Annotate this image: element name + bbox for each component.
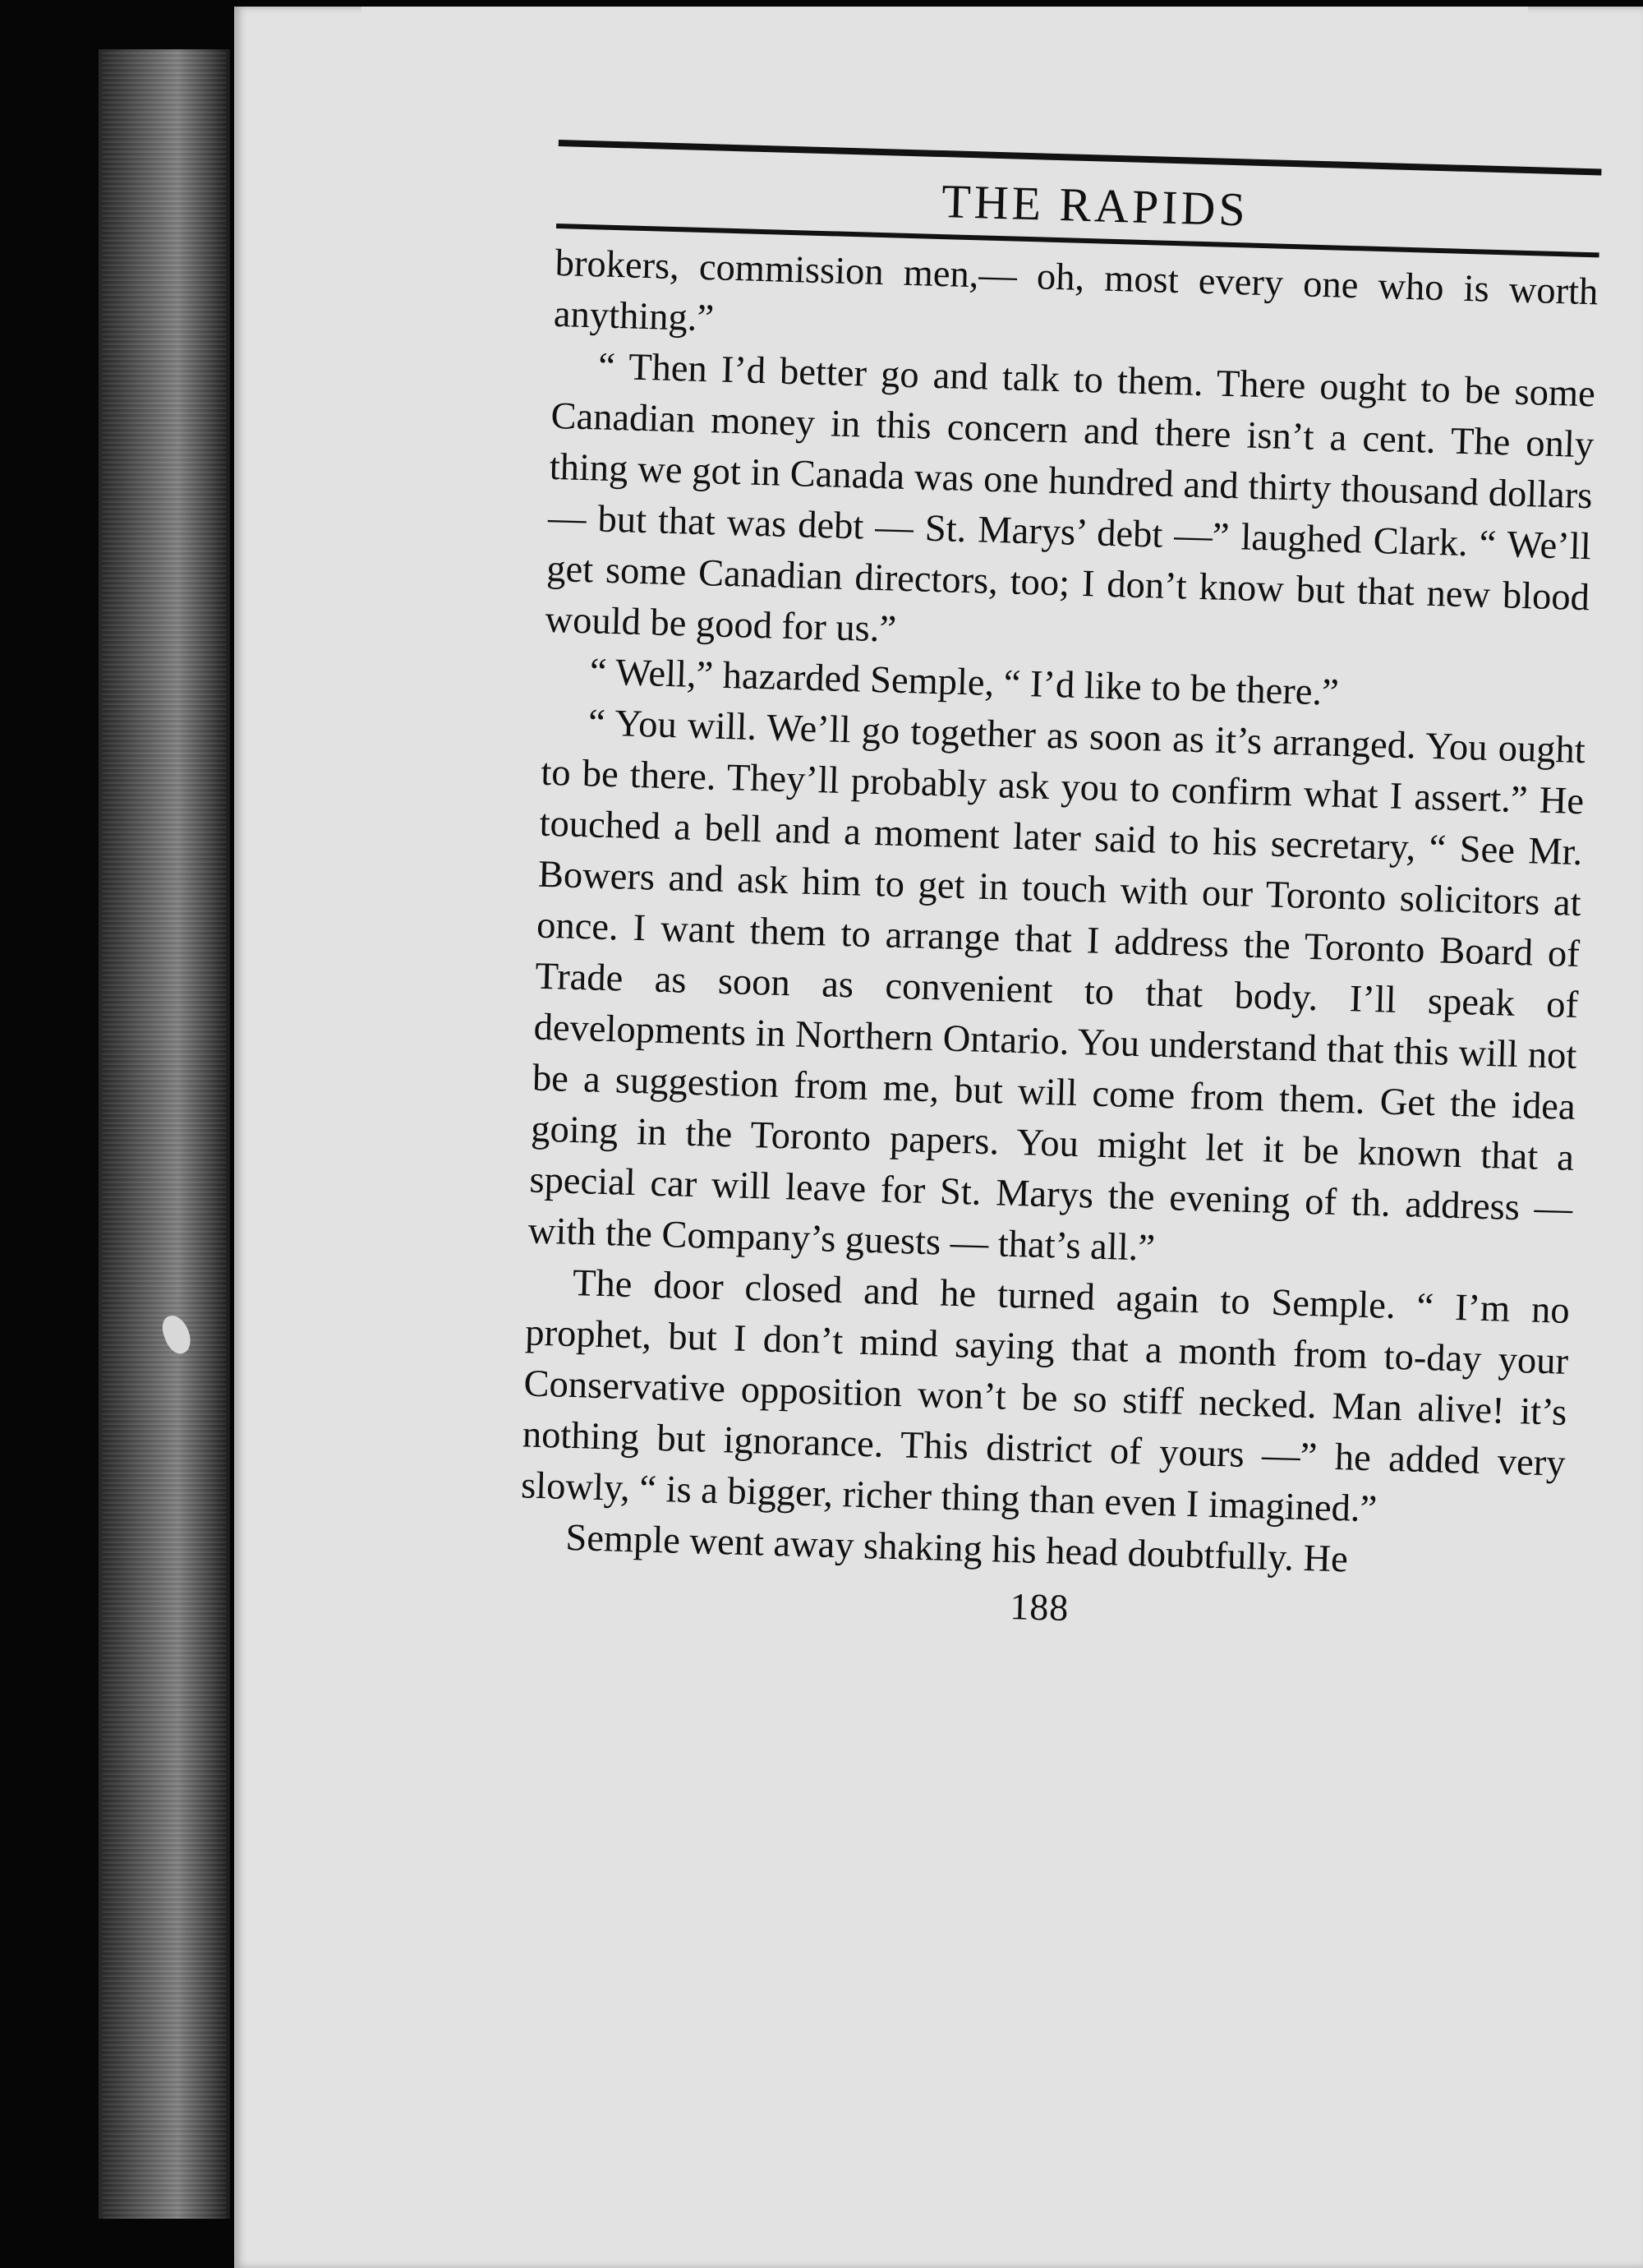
spine-texture — [103, 49, 226, 2219]
paragraph: “ You will. We’ll go together as soon as it’s arranged. You ought to be there. They’ll probably ask you to confirm what I assert.” He touched a bell and a moment later said to his secretary, “ See Mr. Bowers and ask him to get in touch with our Toronto solicitors at once. I want them to arrange that I address the Toronto Board of Trade as soon as convenient to that body. I’ll speak of developments in Northern Ontario. You understand that this will not be a suggestion from me, but will come from them. Get the idea going in the Toronto papers. You might let it be known that a special car will leave for St. Marys the evening of th. address — with the Company’s guests — that’s all.” — [527, 702, 1586, 1270]
paper-page-top-edge — [361, 7, 1528, 53]
paragraph: “ Well,” hazarded Semple, “ I’d like to be there.” — [589, 651, 1340, 714]
paragraph: “ Then I’d better go and talk to them. There ought to be some Canadian money in this concern and there isn’t a cent. The only thing we got in Canada was one hundred and thirty thousand dollars — but that was debt — St. Marys’ debt —” laughed Clark. “ We’ll get some Canadian directors, too; I don’t know but that new blood would be good for us.” — [544, 345, 1596, 651]
paragraph-continued: brokers, commission men,— oh, most every one who is worth anything.” — [553, 242, 1599, 340]
page-content — [518, 140, 1602, 1643]
paragraph: The door closed and he turned again to Semple. “ I’m no prophet, but I don’t mind saying that a month from to-day your Conservative opposition won’t be so stiff necked. Man alive! it’s nothing but ignorance. This district of yours —” he added very slowly, “ is a bigger, richer thing than even I imagined.” — [520, 1262, 1571, 1531]
paragraph: Semple went away shaking his head doubtfully. He — [564, 1516, 1349, 1581]
page-number: 188 — [1009, 1585, 1070, 1630]
body-text — [519, 238, 1599, 1592]
running-head: THE RAPIDS — [941, 174, 1250, 237]
